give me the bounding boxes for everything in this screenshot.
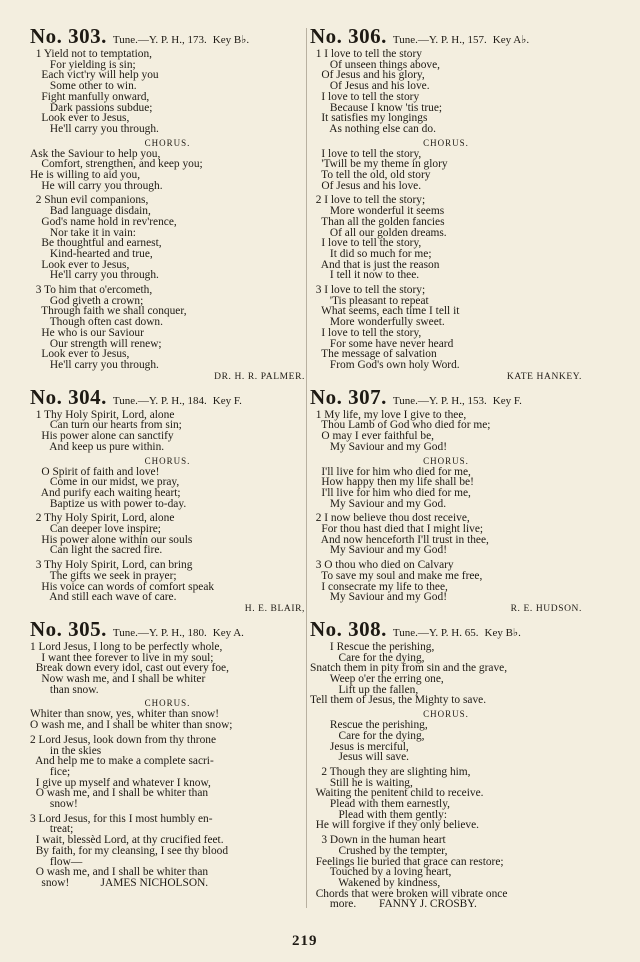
- hymn-key: Key A♭.: [492, 34, 530, 46]
- verse-line: snow!: [30, 798, 78, 811]
- verse-line: He'll carry you through.: [30, 269, 159, 282]
- verse-line: Can light the sacred fire.: [30, 544, 163, 557]
- verse-line: It did so much for me;: [310, 247, 432, 260]
- verse-line: And help me to make a complete sacri-: [30, 755, 214, 768]
- verse-line: 1 Yield not to temptation,: [30, 48, 153, 60]
- verse-line: 3 I love to tell the story;: [310, 284, 426, 297]
- verse-line: 'Tis pleasant to repeat: [310, 294, 429, 307]
- verse-line: More wonderfully sweet.: [310, 316, 445, 329]
- verse-line: He'll carry you through.: [30, 122, 159, 135]
- verse-line: Feelings lie buried that grace can restore;: [310, 855, 504, 868]
- verse-line: Of Jesus and his glory,: [310, 69, 425, 82]
- verse-line: Whiter than snow, yes, whiter than snow!: [30, 708, 220, 721]
- column-divider: [306, 28, 307, 908]
- verse-line: He is willing to aid you,: [30, 169, 141, 182]
- verse-line: I tell it now to thee.: [310, 269, 420, 282]
- verse-line: He will carry you through.: [30, 179, 163, 192]
- verse-line: Now wash me, and I shall be whiter: [30, 673, 206, 686]
- verse-line: snow! JAMES NICHOLSON.: [30, 877, 209, 889]
- verse-line: Plead with them earnestly,: [310, 798, 451, 811]
- hymn-header: [310, 616, 582, 641]
- verse-line: O wash me, and I shall be whiter than snow;: [30, 719, 233, 732]
- verse-line: in the skies: [30, 744, 102, 757]
- verse-line: By faith, for my cleansing, I see thy blood: [30, 844, 229, 857]
- verse-line: Look ever to Jesus,: [30, 258, 130, 271]
- verse-line: Jesus is merciful,: [310, 740, 409, 753]
- verse-line: I love to tell the story,: [310, 237, 422, 250]
- hymn-header: [30, 616, 305, 641]
- verse-line: How happy then my life shall be!: [310, 476, 474, 489]
- verse-line: And that is just the reason: [310, 258, 440, 271]
- hymn-tune: Tune.—Y. P. H., 157.: [392, 34, 487, 46]
- verse-line: Care for the dying,: [310, 729, 425, 742]
- verse-line: His voice can words of comfort speak: [30, 580, 215, 593]
- verse-line: Kind-hearted and true,: [30, 247, 153, 260]
- verse-line: My Saviour and my God!: [310, 544, 447, 557]
- hymn-tune: Tune.—Y. P. H., 184.: [112, 394, 207, 407]
- verse-line: For thou hast died that I might live;: [310, 523, 484, 536]
- verse-line: More wonderful it seems: [310, 205, 445, 218]
- hymn: [30, 26, 305, 383]
- verse-line: He will forgive if they only believe.: [310, 819, 480, 832]
- hymn-tune: Tune.—Y. P. H., 173.: [112, 34, 207, 46]
- verse-line: Of all our golden dreams.: [310, 226, 447, 239]
- verse-line: Waiting the penitent child to receive.: [310, 787, 484, 800]
- verse-line: I love to tell the story,: [310, 326, 422, 339]
- verse-line: than snow.: [30, 683, 99, 696]
- verse-line: His power alone can sanctify: [30, 430, 174, 443]
- verse-line: Our strength will renew;: [30, 337, 162, 350]
- verse-line: 2 Thy Holy Spirit, Lord, alone: [30, 512, 175, 525]
- verse-line: To tell the old, old story: [310, 169, 431, 182]
- verse-line: And still each wave of care.: [30, 591, 177, 604]
- hymn-key: Key F.: [492, 394, 522, 407]
- verse-line: Nor take it in vain:: [30, 226, 136, 239]
- hymn-author: KATE HANKEY.: [506, 371, 582, 382]
- verse-line: 3 To him that o'ercometh,: [30, 284, 153, 297]
- verse-line: I want thee forever to live in my soul;: [30, 651, 214, 664]
- verse-line: God giveth a crown;: [30, 294, 144, 307]
- verse-line: And now henceforth I'll trust in thee,: [310, 533, 489, 546]
- verse-line: I'll live for him who died for me,: [310, 486, 471, 499]
- verse-line: Than all the golden fancies: [310, 215, 445, 228]
- hymn-header: [310, 384, 582, 409]
- hymn: [310, 384, 582, 615]
- verse-line: Through faith we shall conquer,: [30, 305, 187, 318]
- verse-line: 3 O thou who died on Calvary: [310, 559, 454, 572]
- verse-line: 2 Lord Jesus, look down from thy throne: [30, 733, 217, 746]
- verse-line: Look ever to Jesus,: [30, 348, 130, 361]
- verse-line: Chords that were broken will vibrate once: [310, 887, 508, 900]
- verse-line: 2 I now believe thou dost receive,: [310, 512, 470, 525]
- verse-line: Come in our midst, we pray,: [30, 476, 180, 489]
- verse-line: 3 Down in the human heart: [310, 834, 446, 847]
- verse-line: Care for the dying,: [310, 651, 425, 664]
- verse-line: I love to tell the story,: [310, 147, 422, 160]
- verse-line: From God's own holy Word.: [310, 358, 460, 371]
- verse-line: As nothing else can do.: [310, 122, 436, 135]
- verse-line: Lift up the fallen,: [310, 683, 419, 696]
- verse-line: Weep o'er the erring one,: [310, 673, 444, 686]
- hymn-number: No. 306.: [310, 24, 387, 48]
- verse-line: Of Jesus and his love.: [310, 179, 422, 192]
- verse-line: O wash me, and I shall be whiter than: [30, 866, 209, 879]
- hymn: [310, 26, 582, 383]
- verse-line: 2 I love to tell the story;: [310, 194, 426, 207]
- verse-line: more. FANNY J. CROSBY.: [310, 898, 477, 911]
- hymn-author: R. E. HUDSON.: [510, 603, 582, 614]
- verse-line: For some have never heard: [310, 337, 454, 350]
- verse-line: Thou Lamb of God who died for me;: [310, 419, 491, 432]
- verse-line: Comfort, strengthen, and keep you;: [30, 158, 203, 171]
- verse-line: 2 Shun evil companions,: [30, 194, 149, 207]
- verse-line: Dark passions subdue;: [30, 101, 153, 114]
- verse-line: My Saviour and my God!: [310, 591, 447, 604]
- verse-line: Of Jesus and his love.: [310, 80, 430, 93]
- verse-line: 'Twill be my theme in glory: [310, 158, 448, 171]
- verse-line: O wash me, and I shall be whiter than: [30, 787, 209, 800]
- verse-line: Plead with them gently:: [310, 808, 447, 821]
- hymn-author: DR. H. R. PALMER.: [214, 371, 305, 382]
- verse-line: For yielding is sin;: [30, 58, 136, 71]
- verse-line: Bad language disdain,: [30, 205, 151, 218]
- verse-line: 1 I love to tell the story: [310, 48, 422, 60]
- verse-line: Touched by a loving heart,: [310, 866, 452, 879]
- verse-line: My Saviour and my God.: [310, 497, 447, 510]
- chorus-label: CHORUS.: [144, 455, 191, 466]
- verse-line: Each vict'ry will help you: [30, 69, 159, 82]
- verse-line: I Rescue the perishing,: [310, 640, 435, 653]
- verse-line: O Spirit of faith and love!: [30, 465, 160, 478]
- verse-line: Rescue the perishing,: [310, 719, 428, 732]
- hymn-key: Key A.: [212, 626, 244, 639]
- hymn-number: No. 307.: [310, 384, 387, 409]
- verse-line: I consecrate my life to thee,: [310, 580, 448, 593]
- verse-line: Be thoughtful and earnest,: [30, 237, 162, 250]
- left-column: [30, 26, 305, 893]
- verse-line: 1 Lord Jesus, I long to be perfectly whole,: [30, 640, 223, 653]
- verse-line: He who is our Saviour: [30, 326, 144, 339]
- chorus-label: CHORUS.: [144, 698, 191, 709]
- hymn-key: Key B♭.: [212, 34, 250, 46]
- hymn-number: No. 308.: [310, 616, 387, 641]
- chorus-label: CHORUS.: [423, 709, 469, 720]
- verse-line: To save my soul and make me free,: [310, 569, 483, 582]
- chorus-label: CHORUS.: [423, 455, 469, 466]
- right-column: [310, 26, 582, 914]
- verse-line: Ask the Saviour to help you,: [30, 147, 161, 160]
- page-number: 219: [292, 933, 318, 949]
- hymn-number: No. 303.: [30, 24, 107, 48]
- verse-line: Of unseen things above,: [310, 58, 441, 71]
- verse-line: Snatch them in pity from sin and the grave,: [310, 662, 508, 675]
- verse-line: My Saviour and my God!: [310, 440, 447, 453]
- verse-line: Can turn our hearts from sin;: [30, 419, 182, 432]
- verse-line: He'll carry you through.: [30, 358, 159, 371]
- verse-line: His power alone within our souls: [30, 533, 193, 546]
- hymn-tune: Tune.—Y. P. H. 65.: [392, 626, 479, 639]
- verse-line: Fight manfully onward,: [30, 90, 150, 103]
- verse-line: I love to tell the story: [310, 90, 420, 103]
- verse-line: I give up myself and whatever I know,: [30, 776, 211, 789]
- verse-line: flow—: [30, 855, 83, 868]
- verse-line: I'll live for him who died for me,: [310, 465, 471, 478]
- hymn-number: No. 305.: [30, 616, 107, 641]
- hymn-header: [30, 26, 305, 47]
- hymn: [310, 616, 582, 911]
- verse-line: Jesus will save.: [310, 751, 410, 764]
- verse-line: Break down every idol, cast out every foe,: [30, 662, 229, 675]
- verse-line: Can deeper love inspire;: [30, 523, 161, 536]
- verse-line: Still he is waiting,: [310, 776, 413, 789]
- verse-line: God's name hold in rev'rence,: [30, 215, 177, 228]
- hymn-tune: Tune.—Y. P. H., 153.: [392, 394, 487, 407]
- hymn-number: No. 304.: [30, 384, 107, 409]
- verse-line: O may I ever faithful be,: [310, 430, 434, 443]
- hymn-tune: Tune.—Y. P. H., 180.: [112, 626, 207, 639]
- verse-line: 3 Thy Holy Spirit, Lord, can bring: [30, 559, 193, 572]
- verse-line: And purify each waiting heart;: [30, 486, 181, 499]
- verse-line: Some other to win.: [30, 80, 137, 93]
- verse-line: The gifts we seek in prayer;: [30, 569, 177, 582]
- hymn-header: [310, 26, 582, 47]
- verse-line: It satisfies my longings: [310, 112, 428, 125]
- verse-line: 3 Lord Jesus, for this I most humbly en-: [30, 812, 213, 825]
- verse-line: Tell them of Jesus, the Mighty to save.: [310, 694, 487, 707]
- verse-line: Baptize us with power to-day.: [30, 497, 187, 510]
- verse-line: Look ever to Jesus,: [30, 112, 130, 125]
- verse-line: 1 My life, my love I give to thee,: [310, 408, 467, 421]
- hymn-header: [30, 384, 305, 409]
- verse-line: Because I know 'tis true;: [310, 101, 443, 114]
- hymn: [30, 384, 305, 615]
- verse-line: Crushed by the tempter,: [310, 844, 448, 857]
- verse-line: treat;: [30, 823, 74, 836]
- hymn-key: Key F.: [212, 394, 242, 407]
- verse-line: What seems, each time I tell it: [310, 305, 460, 318]
- verse-line: The message of salvation: [310, 348, 437, 361]
- chorus-label: CHORUS.: [423, 137, 469, 148]
- verse-line: 2 Though they are slighting him,: [310, 765, 471, 778]
- verse-line: fice;: [30, 765, 71, 778]
- verse-line: Though often cast down.: [30, 316, 163, 329]
- verse-line: 1 Thy Holy Spirit, Lord, alone: [30, 408, 175, 421]
- verse-line: And keep us pure within.: [30, 440, 165, 453]
- verse-line: Wakened by kindness,: [310, 877, 441, 889]
- verse-line: I wait, blessèd Lord, at thy crucified feet.: [30, 834, 224, 847]
- hymn-author: H. E. BLAIR,: [244, 603, 305, 614]
- hymn: [30, 616, 305, 889]
- hymn-key: Key B♭.: [484, 626, 521, 639]
- chorus-label: CHORUS.: [144, 137, 191, 148]
